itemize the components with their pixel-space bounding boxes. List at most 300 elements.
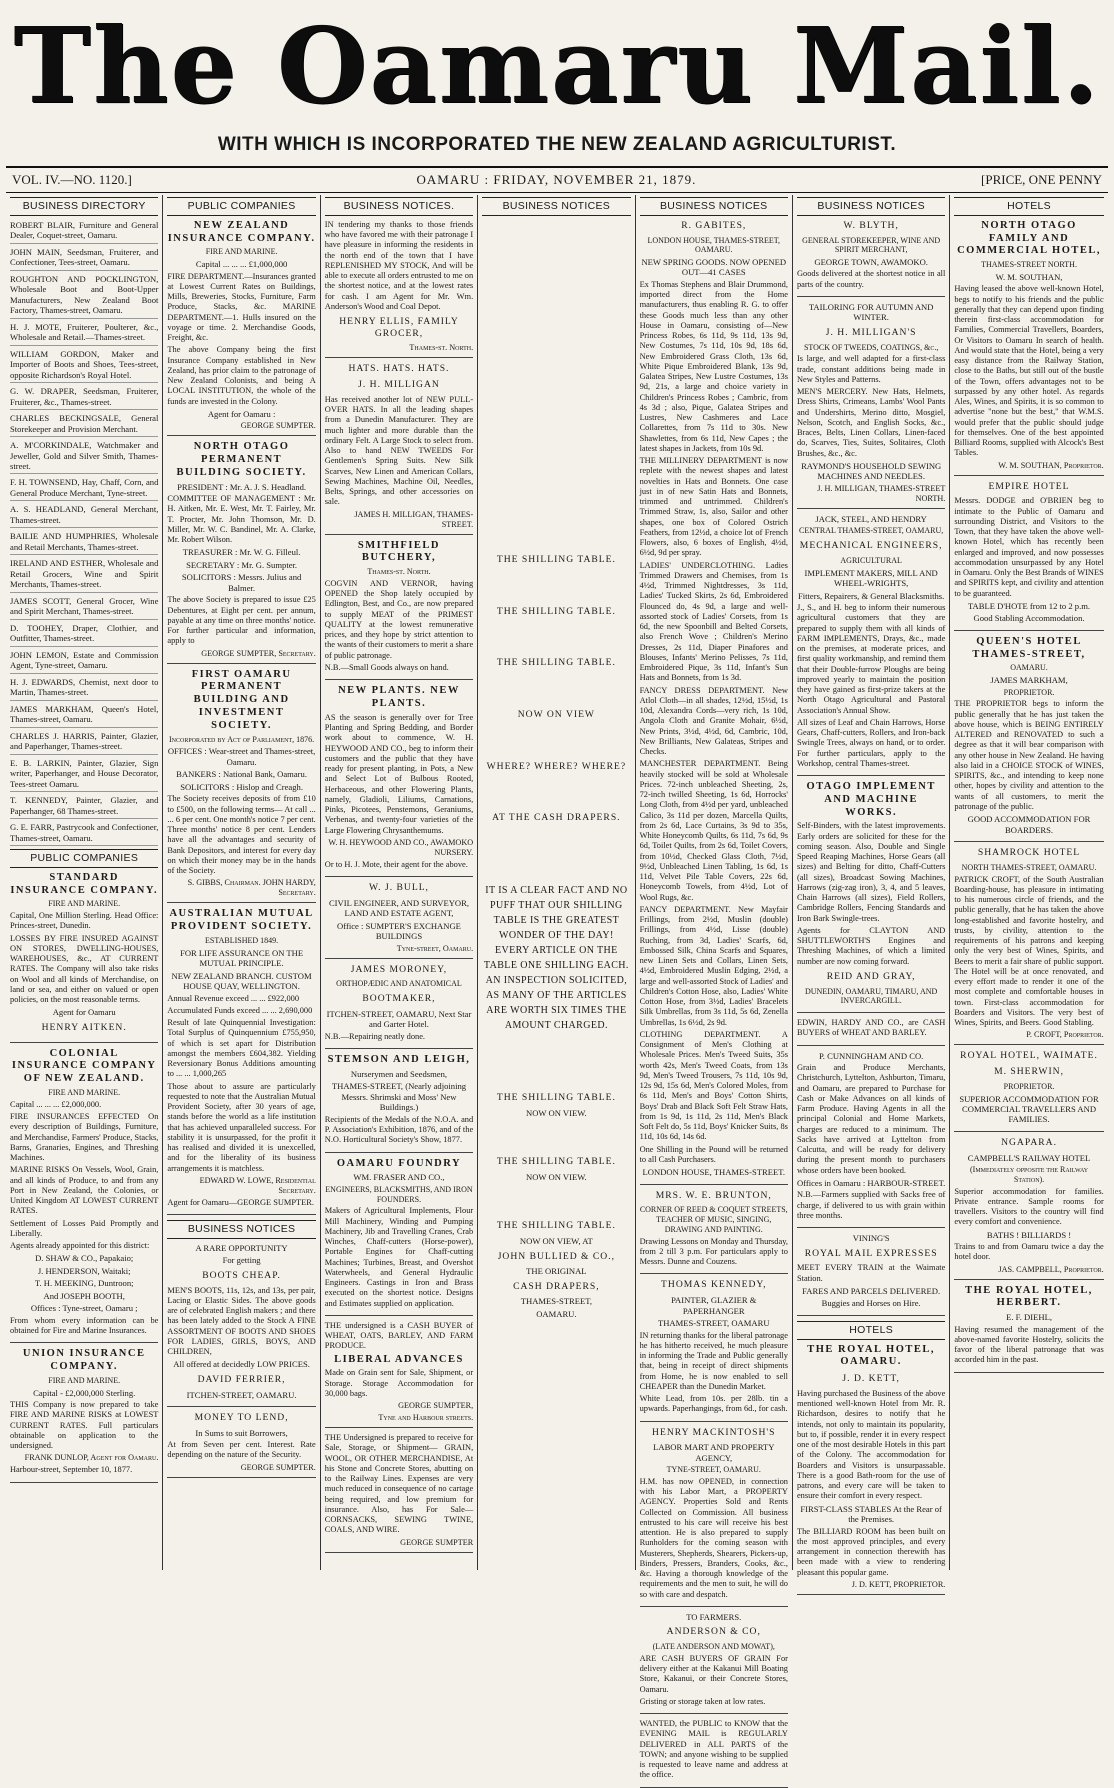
ad-body: Capital, One Million Sterling. Head Office: Princes-street, Dunedin. — [10, 911, 159, 931]
ad-subtitle: For getting — [222, 1255, 261, 1266]
directory-entry: WILLIAM GORDON, Maker and Importer of Boots and Shoes, Tees-street, opposite Richardson's Royal Hotel. — [10, 349, 158, 383]
column-2 — [163, 195, 320, 1570]
hardy-grain-ad — [797, 1018, 945, 1046]
view-line: NOW ON VIEW. — [526, 1107, 587, 1118]
ad-signature: J. H. MILLIGAN, THAMES-STREET NORTH. — [817, 483, 946, 503]
ad-subtitle: ESTABLISHED 1849. — [205, 935, 279, 945]
ad-body: Settlement of Losses Paid Promptly and Liberally. — [10, 1218, 159, 1238]
column-heading: BUSINESS DIRECTORY — [10, 197, 158, 216]
ad-capital: Capital ... ... ... £1,000,000 — [195, 259, 288, 270]
ad-role: PROPRIETOR. — [1003, 687, 1055, 697]
ad-title: OAMARU FOUNDRY — [336, 1157, 462, 1169]
ad-line: RAYMOND'S HOUSEHOLD SEWING MACHINES AND NEEDLES. — [801, 460, 942, 482]
ad-body: H.M. has now OPENED, in connection with his Labor Mart, a PROPERTY AGENCY. Properties Sold and Rents Collected on Commission. All business entrusted to his care will receive his best attention. He is also prepared to supply Runholders for the coming season with Musterers, Shepherds, Shearers, Pickers-up, Binders, Pressers, Branders, Cooks, &c., &c. Having a thorough knowledge of the requirements and the men to suit, he will do so with care and despatch. — [639, 1476, 788, 1599]
blank-space — [482, 673, 630, 705]
ad-footer: Buggies and Horses on Hire. — [821, 1298, 921, 1309]
ad-name: WM. FRASER AND CO., — [353, 1172, 445, 1183]
ad-name: JACK, STEEL, AND HENDRY — [815, 513, 927, 524]
ad-subtitle: In Sums to suit Borrowers, — [195, 1427, 288, 1438]
ad-subtitle: Incorporated by Act of Parliament, 1876. — [169, 734, 315, 744]
ad-name: E. F. DIEHL, — [1006, 1312, 1052, 1323]
business-directory — [10, 220, 158, 846]
ad-title: STANDARD INSURANCE COMPANY. — [10, 871, 159, 896]
view-line: NOW ON VIEW. — [526, 1171, 587, 1182]
ad-body: FIRE DEPARTMENT.—Insurances granted at Lowest Current Rates on Buildings, Mills, Breweries, Stocks, Furniture, Farm Produce, Stacks, &c. MARINE DEPARTMENT.—1. Hulls insured on the voyage or time. 2. Merchandise Goods, Freight, &c. — [167, 271, 316, 343]
ad-subtitle: ENGINEERS, BLACKSMITHS, AND IRON FOUNDERS. — [325, 1184, 473, 1204]
ad-date: Harbour-street, September 10, 1877. — [10, 1465, 133, 1475]
ad-body: LADIES' UNDERCLOTHING. Ladies Trimmed Drawers and Chemises, from 1s 4½d, Trimmed Nightdresses, 3s 11d, Ladies' Tucked Skirts, 2s 6d, Embroidered Flounced do, 4s 9d, a large and well-assorted stock of Ladies' Corsets, from 1s 6d, the new Spoonbill and Belted Corsets, also French Wove ; Children's Merino Dresses, 2s 11d, Diaper Pinafores and Blouses, Infants' Merino Pelisses, 7s 11d, Embroidered Pique, 3s 11d, Infant's Sun Hats and Bonnets, from 1s 3d. — [639, 560, 788, 683]
ad-title: OTAGO IMPLEMENT AND MACHINE WORKS. — [806, 781, 936, 818]
ad-subtitle: CENTRAL THAMES-STREET, OAMARU, — [799, 526, 944, 536]
view-line: NOW ON VIEW — [517, 708, 595, 720]
shamrock-hotel-ad — [954, 847, 1103, 1045]
ad-address: Tyne and Harbour streets. — [378, 1413, 474, 1423]
ad-signature: W. M. SOUTHAN, Proprietor. — [998, 460, 1104, 470]
ad-body: The BILLIARD ROOM has been built on the most approved principles, and every arrangement in connection therewith has been made with a view to rendering pleasant this popular game. — [796, 1526, 946, 1577]
ad-name: P. CUNNINGHAM AND CO. — [818, 1050, 924, 1061]
ad-subtitle: (LATE ANDERSON AND MOWAT), — [652, 1642, 775, 1652]
directory-entry: JAMES SCOTT, General Grocer, Wine and Spirit Merchant, Thames-street. — [10, 596, 158, 620]
storage-ad — [325, 1433, 473, 1553]
ad-footer: One Shilling in the Pound will be returned to all Cash Purchasers. — [639, 1144, 788, 1164]
ad-subtitle: OAMARU. — [1010, 663, 1048, 673]
column-heading: PUBLIC COMPANIES — [167, 197, 315, 216]
ad-address: THAMES-STREET, (Nearly adjoining Messrs. Shrimski and Moss' New Buildings.) — [331, 1081, 467, 1113]
directory-entry: A. S. HEADLAND, General Merchant, Thames-street. — [10, 504, 158, 528]
shilling-line: THE SHILLING TABLE. — [496, 1156, 616, 1168]
blank-space — [482, 570, 630, 602]
otago-implement-works-ad — [797, 781, 945, 1013]
firm-sub: THE ORIGINAL — [526, 1266, 587, 1277]
ad-line: PRESIDENT : Mr. A. J. S. Headland. — [177, 481, 307, 492]
ad-agent: D. SHAW & CO., Papakaio; — [35, 1253, 134, 1264]
blank-space — [482, 1033, 630, 1088]
directory-entry: ROUGHTON AND POCKLINGTON, Wholesale Boot and Boot-Upper Manufacturers, New Zealand Boot Factory, Thames-street, Oamaru. — [10, 274, 158, 319]
shilling-line: THE SHILLING TABLE. — [496, 657, 616, 669]
ad-note: N.B.—Small Goods always on hand. — [324, 662, 449, 672]
ad-signature: S. GIBBS, Chairman. JOHN HARDY, Secretary. — [187, 878, 316, 898]
north-otago-building-society-ad — [167, 441, 315, 663]
ad-body: EDWIN, HARDY AND CO., are CASH BUYERS of WHEAT AND BARLEY. — [796, 1018, 946, 1038]
ad-signature: GEORGE SUMPTER. — [240, 1462, 316, 1472]
ad-signature: EDWARD W. LOWE, Residential Secretary. — [199, 1175, 316, 1195]
ad-name: M. SHERWIN, — [994, 1066, 1064, 1078]
ad-body: MEN'S BOOTS, 11s, 12s, and 13s, per pair, Lacing or Elastic Sides. The above goods are of celebrated English makers ; and there has been lately added to the Stock A FINE ASSORTMENT OF BOOTS AND SHOES FOR LADIES, GIRLS, BOYS, AND CHILDREN, — [167, 1285, 316, 1357]
ad-body: FANCY DEPARTMENT. New Mayfair Frillings, from 2½d, Muslin (double) Frillings, from 4½d, Lisse (double) Ruching, from 3d, Ladies' Scarfs, 6d, Embossed Silk, China Scarfs and Squares, new Linen Sets and Collars, Linen Sets, 4½d, Embroidered Muslin Edging, 2½d, a large and well-assorted Stock of Ladies' and Children's Cotton Hose, also, Ladies' White Cotton Hose, from 3½d, Ladies' Bracelets Silk Umbrellas, from 3s 11d, 5s 6d, Zenella Umbrellas, 1s 6½d, 2s 9d. — [639, 904, 788, 1027]
ad-subtitle: (Immediately opposite the Railway Station). — [970, 1165, 1089, 1184]
ad-signature: FRANK DUNLOP, Agent for Oamaru. — [24, 1453, 159, 1463]
ad-headline: BOOTS CHEAP. — [202, 1269, 281, 1281]
ad-agent: And JOSEPH BOOTH, — [43, 1290, 125, 1301]
ad-name: ANDERSON & CO, — [666, 1626, 761, 1638]
blank-space — [482, 440, 630, 495]
ad-name: THOMAS KENNEDY, — [661, 1279, 767, 1291]
ad-body: Having leased the above well-known Hotel, begs to notify to his friends and the public generally that they can depend upon finding therein first-class accommodation for Families, Commercial Travellers, Boarders, Or Visitors to Oamaru In search of health. And would state that the Hotel, being a very easy distance from the Railway Station, close to the Baths, but still out of the bustle of the Town, offers advantages not to be surpassed by any other hotel. As regards Ales, Wines, and Spirits, it is so common to advertise "none but the best," that W.M.S. would prefer that the public should judge for themselves. One of the best appointed Billiard Rooms, supplied with Alcock's Best Tables. — [954, 284, 1104, 458]
ad-body: THIS Company is now prepared to take FIRE AND MARINE RISKS at LOWEST CURRENT RATES. Full particulars obtainable on application to the undersigned. — [10, 1400, 159, 1451]
ad-body: PATRICK CROFT, of the South Australian Boarding-house, has pleasure in intimating to his numerous circle of friends, and the public generally, that he has taken the above long-established and favorite hostelry, and trusts, by civility, attention to the requirements of his patrons and keeping only the very best of Wines, Spirits, and Beers to merit a fair share of public support. The Hotel will be at once renovated, and every effort made to render it one of the most complete and comfortable houses in town. First-class accommodation for Boarders and Visitors. The very best of Wines, Spirits, and Beers. Good Stabling. — [954, 874, 1104, 1028]
ad-subtitle: LONDON HOUSE, THAMES-STREET, OAMARU. — [647, 235, 781, 255]
moroney-bootmaker-ad — [325, 964, 473, 1049]
evening-mail-delivery-ad — [640, 1719, 788, 1788]
heywood-plants-ad — [325, 685, 473, 877]
ad-signature: LONDON HOUSE, THAMES-STREET. — [642, 1167, 785, 1178]
ad-address: THAMES-STREET, OAMARU — [657, 1318, 770, 1329]
colonial-insurance-ad — [10, 1048, 158, 1344]
ad-subtitle: FIRE AND MARINE. — [48, 899, 121, 909]
shilling-line: THE SHILLING TABLE. — [496, 1092, 616, 1104]
firm-address: THAMES-STREET, — [520, 1296, 592, 1307]
ad-title: NEW ZEALAND INSURANCE COMPANY. — [167, 219, 316, 244]
column-heading: BUSINESS NOTICES — [482, 197, 630, 216]
column-heading: BUSINESS NOTICES — [797, 197, 945, 216]
ad-body: IN tendering my thanks to those friends who have favored me with their patronage I have pleasure in informing the residents in the north end of the town that I have REPLENISHED MY STOCK, And will be able to execute all orders entrusted to me on the shortest notice, and at the lowest rates for cash. I am Agent for Mr. Wm. Anderson's Wood and Coal Depot. — [324, 219, 474, 311]
ad-body: Annual Revenue exceed ... ... £922,000 — [167, 993, 300, 1003]
cunningham-grain-ad — [797, 1051, 945, 1228]
ad-body: Drawing Lessons on Monday and Thursday, from 2 till 3 p.m. For particulars apply to Messrs. Dunne and Couzens. — [639, 1236, 788, 1267]
ad-line: Good Stabling Accommodation. — [973, 613, 1085, 624]
ad-body: ARE CASH BUYERS OF GRAIN For delivery either at the Kakanui Mill Boating Store, Kakanui, or their Concrete Stores, Oamaru. — [639, 1653, 788, 1694]
shilling-table-claim: IT IS A CLEAR FACT AND NO PUFF THAT OUR SHILLING TABLE IS THE GREATEST WONDER OF THE DAY! EVERY ARTICLE ON THE TABLE ONE SHILLING EACH. AN INSPECTION SOLICITED, AS MANY OF THE ARTICLES ARE WORTH SIX TIMES THE AMOUNT CHARGED. — [483, 885, 629, 1032]
ad-body: Agents already appointed for this district: — [10, 1241, 150, 1251]
ad-line: BANKERS : National Bank, Oamaru. — [176, 769, 307, 780]
ad-body: Grain and Produce Merchants, Christchurch, Lyttelton, Ashburton, Timaru, and Oamaru, are prepared to Purchase for Cash or Make Advances on all kinds of Farm Produce. Having Agents in all the principal Colonial and Home Markets, charges are reduced to a minimum. The Sacks have arrived at Lyttelton from Calcutta, and will be ready for delivery during the present month to purchasers whose orders have been booked. — [796, 1063, 946, 1175]
ad-office: Offices : Tyne-street, Oamaru ; — [30, 1303, 138, 1314]
ad-title: ROYAL MAIL EXPRESSES — [804, 1247, 938, 1259]
ad-subtitle: Office : SUMPTER'S EXCHANGE BUILDINGS — [337, 920, 461, 942]
ad-body: Messrs. DODGE and O'BRIEN beg to intimate to the Public of Oamaru and surrounding District, and Visitors to the Town, that they have taken the above well-known Hotel, which has recently been enlarged and improved, and now possesses accommodation unsurpassed by any Hotel in Oamaru. Only the Best Brands of WINES and SPIRITS kept, and civility and attention to be guaranteed. — [954, 496, 1104, 598]
column-1 — [6, 195, 163, 1570]
column-3 — [321, 195, 478, 1570]
ad-subtitle: ORTHOPÆDIC AND ANATOMICAL — [336, 979, 462, 989]
ad-body: Has received another lot of NEW PULL-OVER HATS. In all the leading shapes from a Dunedin Manufacturer. They are much lighter and more durable than the ordinary Felt. A Large Stock to select from. Also to hand NEW TWEEDS For Gentlemen's Spring Suits. New Silk Scarves, New Linen and American Collars, Sewing Machines, Machine Oil, Needles, Belts, Springs, and other accessories on sale. — [324, 394, 474, 507]
ad-title: MECHANICAL ENGINEERS, — [799, 540, 943, 552]
ad-title: THE ROYAL HOTEL, HERBERT. — [965, 1284, 1093, 1309]
ad-name: DAVID FERRIER, — [197, 1373, 286, 1385]
money-to-lend-ad — [167, 1412, 315, 1478]
directory-entry: H. J. MOTE, Fruiterer, Poulterer, &c., Wholesale and Retail.—Thames-street. — [10, 322, 158, 346]
blank-space — [482, 330, 630, 385]
ad-name: MRS. W. E. BRUNTON, — [655, 1189, 772, 1201]
ad-body: The Society receives deposits of from £10 to £500, on the following terms— At call ... ... 6 per cent. One month's notice 7 per cent. Three months' notice 8 per cent. Lenders have all the advantages and security of Bank Depositors, and interest for every day on which their money may be in the hands of the Society. — [167, 794, 316, 876]
directory-entry: G. E. FARR, Pastrycook and Confectioner, Thames-street, Oamaru. — [10, 822, 158, 846]
ad-title: A RARE OPPORTUNITY — [195, 1242, 288, 1253]
ad-body: White Lead, from 10s. per 28lb. tin a upwards. Paperhangings, from 6d., for cash. — [639, 1394, 788, 1414]
ad-title: COLONIAL INSURANCE COMPANY OF NEW ZEALAND. — [11, 1047, 157, 1085]
ad-signature: JAMES H. MILLIGAN, THAMES-STREET. — [354, 509, 474, 529]
ad-signature: REID AND GRAY, — [826, 970, 916, 982]
blyth-store-ad — [797, 220, 945, 297]
ad-title: SMITHFIELD BUTCHERY, — [357, 539, 441, 564]
where-line: WHERE? WHERE? WHERE? — [486, 760, 627, 772]
jack-steel-hendry-ad — [797, 514, 945, 776]
ad-title: FIRST OAMARU PERMANENT BUILDING AND INVESTMENT SOCIETY. — [191, 668, 292, 731]
ad-address: Thames-st. North. — [409, 343, 474, 353]
royal-hotel-oamaru-ad — [797, 1344, 945, 1595]
boots-cheap-ad — [167, 1243, 315, 1407]
ad-body: The above Society is prepared to issue £25 Debentures, at Eight per cent. per annum, payable at any time on three months' notice. For further particular and information, apply to — [167, 595, 316, 646]
ad-body: MANCHESTER DEPARTMENT. Being heavily stocked will be sold at Wholesale Prices. 72-inch unbleached Sheeting, 2s, 72-inch twilled Sheeting, 1s 6d, Horrocks' Long Cloth, from 4½d per yard, unbleached Calico, 3s 11d per dozen, Marcella Quilts, from 2s 6d, Lace Curtains, 3s 9d to 35s, White Honeycomb Quilts, 6s 11d, 7s 6d, 9s 6d, Toilet Quilts, from 2s 6d, Toilet Covers, from 10½d, Checked Glass Cloth, 7½d, 9½d, Unbleached Linen Tabling, 1s 6d, 1s 11d, Velvet Pile Table Covers, 22s 6d, Honeycomb Towels, from 4½d, Lot of Wool Rugs, &c. — [639, 759, 788, 902]
ad-title: LABOR MART AND PROPERTY AGENCY, — [653, 1442, 775, 1463]
ad-line: FIRST-CLASS STABLES At the Rear of the Premises. — [800, 1503, 942, 1525]
directory-entry: G. W. DRAPER, Seedsman, Fruiterer, Fruiterer, &c., Thames-street. — [10, 386, 158, 410]
gabites-london-house-ad — [640, 220, 788, 1185]
blank-space — [482, 1120, 630, 1152]
ad-address: Tyne-street, Oamaru. — [396, 943, 474, 953]
ad-body: THE MILLINERY DEPARTMENT is now replete with the newest shapes and latest novelties in Hats and Bonnets. One case just in of new Satin Hats and Bonnets, trimmed and untrimmed. Children's Trimmed Straw, 1s, also, Sailor and other shapes, one box of Colored Ostrich Feathers, from 12½d, a choice lot of French Flowers, also, 6 boxes of English, 4½d, 6½d, 9d per spray. — [639, 456, 788, 558]
ad-note: Gristing or storage taken at low rates. — [639, 1696, 766, 1706]
ad-title: BOOTMAKER, — [362, 993, 436, 1005]
ad-name: HENRY ELLIS, FAMILY GROCER, — [339, 316, 459, 339]
ad-body: MEET EVERY TRAIN at the Waimate Station. — [796, 1263, 946, 1283]
directory-entry: F. H. TOWNSEND, Hay, Chaff, Corn, and General Produce Merchant, Tyne-street. — [10, 477, 158, 501]
blank-space — [482, 621, 630, 653]
ad-role: PROPRIETOR. — [1003, 1081, 1055, 1091]
anderson-grain-ad — [640, 1612, 788, 1714]
ad-body: Made on Grain sent for Sale, Shipment, or Storage. Storage Accommodation for 30,000 bags. — [324, 1368, 474, 1398]
ad-headline: NEW PLANTS. NEW PLANTS. — [338, 685, 460, 709]
ad-line: BATHS ! BILLIARDS ! — [986, 1229, 1072, 1240]
ad-name: HENRY MACKINTOSH'S — [652, 1426, 776, 1438]
ad-line: OFFICES : Wear-street and Thames-street, Oamaru. — [167, 746, 316, 767]
dateline — [6, 166, 1108, 193]
ad-subtitle: FIRE AND MARINE. — [205, 247, 278, 257]
ad-address: TYNE-STREET, OAMARU. — [666, 1465, 761, 1475]
ad-signature: GEORGE SUMPTER. — [240, 421, 316, 431]
ad-body: MEN'S MERCERY. New Hats, Helmets, Dress Shirts, Crimeans, Lambs' Wool Pants and Undershirts, Merino ditto, Mosgiel, Nelson, Scotch, and English Socks, &c., Braces, Belts, Linen Collars, Linen-faced do, Scarves, Ties, Suites, Solitaires, Cloth Brushes, &c., &c. — [796, 387, 946, 458]
directory-entry: JOHN LEMON, Estate and Commission Agent, Tyne-street, Oamaru. — [10, 650, 158, 674]
queens-hotel-ad — [954, 636, 1103, 842]
blank-space — [482, 1184, 630, 1216]
ad-title: PAINTER, GLAZIER & PAPERHANGER — [671, 1295, 757, 1316]
ad-line: SOLICITORS : Messrs. Julius and Balmer. — [181, 572, 302, 593]
blank-space — [482, 385, 630, 440]
ad-signature: GEORGE SUMPTER, Secretary. — [201, 648, 316, 658]
blank-space — [482, 220, 630, 275]
ad-note: Or to H. J. Mote, their agent for the above. — [324, 859, 468, 869]
ad-signature: P. CROFT, Proprietor. — [1026, 1030, 1104, 1040]
ad-agent: J. HENDERSON, Waitaki; — [37, 1265, 131, 1276]
ad-subtitle: FIRE AND MARINE. — [48, 1375, 121, 1385]
ad-title: AUSTRALIAN MUTUAL PROVIDENT SOCIETY. — [169, 908, 314, 933]
column-7 — [950, 195, 1107, 1570]
ad-line: FARES AND PARCELS DELIVERED. — [802, 1285, 941, 1296]
ad-name: JAMES MORONEY, — [350, 963, 448, 975]
ad-body: Accumulated Funds exceed ... ... 2,690,000 — [167, 1005, 313, 1015]
directory-entry: CHARLES BECKINGSALE, General Storekeeper and Provision Merchant. — [10, 413, 158, 437]
ad-name: VINING'S — [852, 1233, 890, 1244]
ad-title: STEMSON AND LEIGH, — [327, 1054, 471, 1066]
ad-subtitle: CORNER OF REED & COQUET STREETS, TEACHER OF MUSIC, SINGING, DRAWING AND PAINTING. — [639, 1205, 788, 1234]
ad-subtitle: GENERAL STOREKEEPER, WINE AND SPIRIT MERCHANT, — [802, 235, 941, 255]
ad-line: TABLE D'HOTE from 12 to 2 p.m. — [967, 600, 1091, 611]
ad-body: The above Company being the first Insurance Company established in New Zealand, has prior claim to the patronage of New Zealand Colonists, and being A LOCAL INSTITUTION, the whole of the funds are invested in the Colony. — [167, 345, 316, 406]
ad-body: COGVIN AND VERNOR, having OPENED the Shop lately occupied by Edlington, Best, and Co., are now prepared to supply MEAT of the PRIMEST QUALITY at the lowest remunerative prices, and they hope by strict attention to the wants of their customers to merit a share of public patronage. — [324, 578, 474, 660]
column-heading: PUBLIC COMPANIES — [10, 849, 158, 868]
ad-name: JAMES MARKHAM, — [990, 675, 1068, 686]
smithfield-butchery-ad — [325, 540, 473, 681]
ad-name: W. J. BULL, — [369, 882, 429, 894]
ad-name: J. H. MILLIGAN — [358, 379, 440, 391]
ad-body: Agents for CLAYTON AND SHUTTLEWORTH'S Engines and Threshing Machines, of which a limited number are now coming forward. — [796, 925, 946, 966]
directory-entry: H. J. EDWARDS, Chemist, next door to Martin, Thames-street. — [10, 677, 158, 701]
directory-entry: D. TOOHEY, Draper, Clothier, and Outfitter, Thames-street. — [10, 623, 158, 647]
ad-subtitle: STOCK OF TWEEDS, COATINGS, &c., — [803, 342, 939, 352]
blank-space — [482, 725, 630, 757]
blank-space — [482, 776, 630, 808]
ad-title: TAILORING FOR AUTUMN AND WINTER. — [808, 301, 934, 323]
ad-body: WANTED, the PUBLIC to KNOW that the EVENING MAIL is REGULARLY DELIVERED in ALL PARTS of the TOWN; and anyone wishing to be supplied is requested to leave name and address at the office. — [639, 1719, 788, 1780]
ad-agent-label: Agent for Oamaru : — [207, 408, 276, 419]
volume-number: VOL. IV.—NO. 1120.] — [12, 172, 132, 187]
union-insurance-ad — [10, 1348, 158, 1482]
column-heading: BUSINESS NOTICES. — [325, 197, 473, 216]
ad-title: NEW SPRING GOODS. NOW OPENED OUT—41 CASES — [641, 257, 787, 278]
directory-entry: BAILIE AND HUMPHRIES, Wholesale and Retail Merchants, Thames-street. — [10, 531, 158, 555]
ad-body: Capital ... ... ... £2,000,000. — [10, 1099, 102, 1109]
ad-signature: J. D. KETT, PROPRIETOR. — [851, 1579, 946, 1589]
directory-entry: JOHN MAIN, Seedsman, Fruiterer, and Confectioner, Tees-street, Oamaru. — [10, 247, 158, 271]
masthead-tagline: WITH WHICH IS INCORPORATED THE NEW ZEALAND AGRICULTURIST. — [217, 134, 897, 155]
ad-body: Having resumed the management of the above-named favorite Hostelry, solicits the favor of the liberal patronage that was accorded him in the past. — [954, 1324, 1104, 1365]
directory-entry: JAMES MARKHAM, Queen's Hotel, Thames-street, Oamaru. — [10, 704, 158, 728]
ad-address: GEORGE TOWN, AWAMOKO. — [814, 257, 928, 267]
ad-name: W. M. SOUTHAN, — [995, 271, 1063, 282]
ad-agent: Agent for Oamaru—GEORGE SUMPTER. — [167, 1197, 314, 1207]
blank-space — [482, 495, 630, 550]
ad-line: FOR LIFE ASSURANCE ON THE MUTUAL PRINCIPLE. — [180, 947, 304, 969]
ad-title: ROYAL HOTEL, WAIMATE. — [960, 1050, 1098, 1062]
mackintosh-labor-mart-ad — [640, 1427, 788, 1607]
bull-engineer-ad — [325, 882, 473, 959]
directory-entry: IRELAND AND ESTHER, Wholesale and Retail Grocers, Wine and Spirit Merchants, Thames-street. — [10, 558, 158, 592]
ad-subtitle: Thames-st. North. — [367, 567, 431, 577]
ad-body: J., S., and H. beg to inform their numerous agricultural customers that they are prepared to supply them with all kinds of FARM IMPLEMENTS, Drays, &c., made on the premises, at moderate prices, and first quality workmanship, and remind them that their Double-furrow Ploughs are being improved yearly to maintain the position they have gained as first-prize takers at the North Otago Agricultural and Pastoral Association's Annual Show. — [796, 603, 946, 715]
blank-space — [482, 828, 630, 883]
ad-body: THE PROPRIETOR begs to inform the public generally that he has just taken the above house, which is BEING ENTIRELY ALTERED and RENOVATED to such a degree as that it will bear comparison with any other house in New Zealand. He having also laid in a CHOICE STOCK of WINES, SPIRITS, &c., and intending to keep none other, hopes by civility and attention to the wants of all customers, to merit the patronage of the public. — [954, 699, 1104, 811]
empire-hotel-ad — [954, 481, 1103, 631]
ad-body: Superior accommodation for families. Private entrance. Sample rooms for travellers. Visitors to the country will find every comfort and convenience. — [954, 1186, 1104, 1227]
ad-body: COMMITTEE OF MANAGEMENT : Mr. H. Aitken, Mr. E. West, Mr. T. Fairley, Mr. T. Procter, Mr. John Thomson, Mr. D. Miller, Mr. W. C. Bandinel, Mr. A. Clarke, Mr. Robert Wilson. — [167, 494, 316, 545]
ad-subtitle: Nurserymen and Seedsmen, — [350, 1068, 448, 1079]
ad-footer: GOOD ACCOMMODATION FOR BOARDERS. — [967, 814, 1091, 835]
ad-body: LOSSES BY FIRE INSURED AGAINST ON STORES, DWELLING-HOUSES, WAREHOUSES, &c., AT CURRENT RATES. The Company will also take risks on Wool and all kinds of Merchandise, on land or sea, and either on valued or open policies, on the most reasonable terms. — [10, 933, 159, 1005]
ad-note: N.B.—Repairing neatly done. — [324, 1031, 426, 1041]
ad-body: AS the season is generally over for Tree Planting and Spring Bedding, and Border work about to commence, W. H. HEYWOOD AND CO., beg to inform their customers and the public that they have ready for present planting, in Pots, a New and Select Lot of Bulbous Rooted, Herbaceous, and other Flowering Plants, namely, Gladioli, Liliums, Carnations, Pinks, Picotees, Penstemons, Geraniums, Verbenas, and twenty-four varieties of the Large Flowering Chrysanthemums. — [324, 712, 474, 835]
stemson-leigh-ad — [325, 1054, 473, 1152]
ad-footer: All offered at decidedly LOW PRICES. — [173, 1359, 310, 1370]
ad-subtitle: NORTH THAMES-STREET, OAMARU. — [961, 862, 1097, 872]
ad-title: NORTH OTAGO PERMANENT BUILDING SOCIETY. — [176, 441, 307, 478]
columns — [6, 195, 1108, 1780]
directory-entry: CHARLES J. HARRIS, Painter, Glazier, and Paperhanger, Thames-street. — [10, 731, 158, 755]
ad-address: ITCHEN-STREET, OAMARU. — [186, 1389, 297, 1400]
shilling-line: THE SHILLING TABLE. — [496, 1220, 616, 1232]
brunton-music-ad — [640, 1190, 788, 1275]
firm-town: OAMARU. — [536, 1308, 577, 1319]
ad-agent-label: Agent for Oamaru — [52, 1007, 116, 1018]
column-heading: HOTELS — [797, 1321, 945, 1340]
first-oamaru-building-society-ad — [167, 669, 315, 904]
column-heading: BUSINESS NOTICES — [167, 1220, 315, 1239]
ad-body: Trains to and from Oamaru twice a day the hotel door. — [954, 1242, 1104, 1262]
standard-insurance-ad — [10, 872, 158, 1043]
shilling-line: THE SHILLING TABLE. — [496, 605, 616, 617]
ad-title: NORTH OTAGO FAMILY AND COMMERCIAL HOTEL, — [957, 219, 1101, 257]
ad-body: Having purchased the Business of the above mentioned well-known Hotel from Mr. R. Richardson, desires to notify that he intends, not only to maintain its popularity, but to, if possible, render it in every respect one of the most desirable Hotels in this part of the Colony. The accommodation for Boarders and Visitors is unsurpassable. There is a good Bath-room for the use of patrons, and every care will be taken to ensure their comfort in every respect. — [796, 1388, 946, 1501]
ad-body: Recipients of the Medals of the N.O.A. and P. Association's Exhibition, 1876, and of the N.O. Horticultural Society's Show, 1877. — [324, 1114, 474, 1145]
milligan-tailoring-ad — [797, 302, 945, 509]
ad-body: Result of late Quinquennial Investigation: Total Surplus of Quinquennium £755,950, of which is set apart for Distribution amongst the members £604,382. Yielding Reversionary Bonus Additions amounting to ... ... 1,000,265 — [167, 1018, 316, 1079]
ad-body: All sizes of Leaf and Chain Harrows, Horse Gears, Chaff-cutters, Rollers, and Iron-back Swingle Trees, always on hand, or to order. For further particulars, apply to the Workshop, central Thames-street. — [796, 717, 946, 768]
firm-name: JOHN BULLIED & CO., — [497, 1250, 616, 1262]
ad-title: IMPLEMENT MAKERS, MILL AND WHEEL-WRIGHTS, — [804, 567, 938, 589]
directory-entry: E. B. LARKIN, Painter, Glazier, Sign writer, Paperhanger, and House Decorator, Tees-street Oamaru. — [10, 758, 158, 792]
nz-insurance-ad — [167, 220, 315, 437]
ad-title: CAMPBELL'S RAILWAY HOTEL — [967, 1152, 1091, 1163]
ad-body: THE undersigned is a CASH BUYER of WHEAT, OATS, BARLEY, AND FARM PRODUCE. — [324, 1320, 474, 1351]
view-line: NOW ON VIEW, AT — [519, 1236, 593, 1247]
issue-date: OAMARU : FRIDAY, NOVEMBER 21, 1879. — [416, 172, 697, 187]
cash-drapers-line: AT THE CASH DRAPERS. — [492, 812, 621, 824]
ad-name: W. BLYTH, — [843, 219, 899, 231]
ad-body: Makers of Agricultural Implements, Flour Mill Machinery, Winding and Pumping Machinery, Jib and Travelling Cranes, Crab Winches, Chaff-cutters (Horse-power), Portable Engines for Chaff-cutting Machines; Turbines, Breast, and Overshot Waterwheels, and General Hydraulic Engineers. Castings in Iron and Brass executed on the shortest notice. Designs and Estimates supplied on application. — [324, 1206, 474, 1308]
kennedy-painter-ad — [640, 1279, 788, 1421]
ad-body: Ex Thomas Stephens and Blair Drummond, imported direct from the Home manufacturers, thus enabling R. G. to offer these Goods much less than any other House in Oamaru, consisting of—New Princess Robes, 6s 11d, 9s 11d, 13s 9d, New Costumes, 7s 11d, 10s 9d, 18s 6d, New Embroidered Grass Cloth, 13s 6d, White Pique Embroidered Blank, 13s 9d, Galatea Stripes, New Lustre Costumes, 13s 9d, 21s, a large and choice variety in Children's Princess Robes ; Cambric, from 4s 3d ; also, Pique, Galatea Stripes and Lustres, New Cashmeres and Lace Collarettes, from 7s 11d to 30s. New Shawlettes, from 6s 11d, New Capes ; the latest shapes in Jackets, from 10s 9d. — [639, 279, 788, 453]
vining-expresses-ad — [797, 1233, 945, 1316]
henry-ellis-ad — [325, 220, 473, 359]
ad-title: LIBERAL ADVANCES — [334, 1353, 464, 1365]
ad-signature: GEORGE SUMPTER — [400, 1537, 474, 1547]
shilling-line: THE SHILLING TABLE. — [496, 553, 616, 565]
column-4 — [478, 195, 635, 1570]
ad-note: N.B.—Farmers supplied with Sacks free of charge, if delivered to us with grain within three months. — [796, 1190, 946, 1220]
price: [PRICE, ONE PENNY — [981, 172, 1102, 187]
wheat-buyer-ad — [325, 1321, 473, 1428]
masthead — [6, 0, 1108, 132]
ad-heading: TO FARMERS. — [686, 1611, 742, 1622]
column-heading: BUSINESS NOTICES — [640, 197, 788, 216]
ad-name: J. H. MILLIGAN'S — [825, 326, 917, 338]
ad-agent: T. H. MEEKING, Duntroon; — [34, 1278, 134, 1289]
ad-subtitle: THAMES-STREET NORTH. — [981, 260, 1077, 270]
ad-title: QUEEN'S HOTEL THAMES-STREET, — [972, 635, 1086, 660]
ad-body: FANCY DRESS DEPARTMENT. New Atlol Cloth—in all shades, 12½d, 15½d, 1s 10d, Alexandra Cords—very rich, 1s 10d, Angola Cloth and Granite Mohair, 6½d, New Prints, 3½d, 4½d, 6d, Cambric, 10d, New Brilliants, New Galateas, Stripes and Checks. — [639, 685, 788, 757]
oamaru-foundry-ad — [325, 1158, 473, 1316]
blank-space — [482, 275, 630, 330]
ad-subtitle: AGRICULTURAL — [840, 555, 902, 565]
ad-body: Goods delivered at the shortest notice in all parts of the country. — [796, 269, 946, 289]
ad-subtitle: Fitters, Repairers, & General Blacksmiths. — [797, 590, 945, 601]
amp-society-ad — [167, 908, 315, 1215]
ad-signature: W. H. HEYWOOD AND CO., AWAMOKO NURSERY. — [328, 837, 474, 857]
ad-body: FIRE INSURANCES EFFECTED On every description of Buildings, Furniture, and Merchandise, Farmers' Produce, Stacks, Barns, Granaries, Engines, and Threshing Machines. — [10, 1112, 159, 1163]
directory-entry: T. KENNEDY, Painter, Glazier, and Paperhanger, 68 Thames-street. — [10, 795, 158, 819]
directory-entry: ROBERT BLAIR, Furniture and General Dealer, Coquet-street, Oamaru. — [10, 220, 158, 244]
ad-capital: Capital - £2,000,000 Sterling. — [33, 1387, 136, 1398]
column-heading: HOTELS — [954, 197, 1103, 216]
ad-office: Offices in Oamaru : HARBOUR-STREET. — [796, 1177, 946, 1188]
ad-body: Self-Binders, with the latest improvements. Early orders are solicited for these for the coming season. Also, Double and Single Speed Reaping Machines, Horse Gears (all sizes) and Belting for ditto, Chaff-Cutters (all sizes), Broadcast Sowing Machines, Harrows (zig-zag iron), 3, 4, and 5 leaves, Chain Harrows (all sizes), Field Rollers, Cambridge Rollers, Fencing Standards and Iron Bark Swingle-trees. — [796, 821, 946, 923]
royal-hotel-herbert-ad — [954, 1285, 1103, 1373]
column-6 — [793, 195, 950, 1589]
ad-body: At from Seven per cent. Interest. Rate depending on the nature of the Security. — [167, 1440, 316, 1460]
ad-body: Those about to assure are particularly requested to note that the Australian Mutual Provident Society, after 30 years of age, stands before the world as a life institution that has achieved unparalleled success. For stability it is unsurpassed, for the profit it has realised and divided it is unexcelled, and for the liberality of its business arrangements it is matchless. — [167, 1081, 316, 1173]
royal-hotel-waimate-ad — [954, 1050, 1103, 1132]
ad-title: SHAMROCK HOTEL — [977, 847, 1081, 859]
ad-subtitle: FIRE AND MARINE. — [48, 1088, 121, 1098]
ad-name: J. D. KETT, — [842, 1373, 900, 1385]
ad-body: THE Undersigned is prepared to receive for Sale, Storage, or Shipment— GRAIN, WOOL, OR OTHER MERCHANDISE, At his Stone and Concrete Stores, abutting on to the Railway Lines. Expenses are very much reduced in consequence of no cartage being required, and low premium for insurance. Also, has For Sale— CORNSACKS, SEWING TWINE, COALS, AND WIRE. — [324, 1433, 474, 1535]
